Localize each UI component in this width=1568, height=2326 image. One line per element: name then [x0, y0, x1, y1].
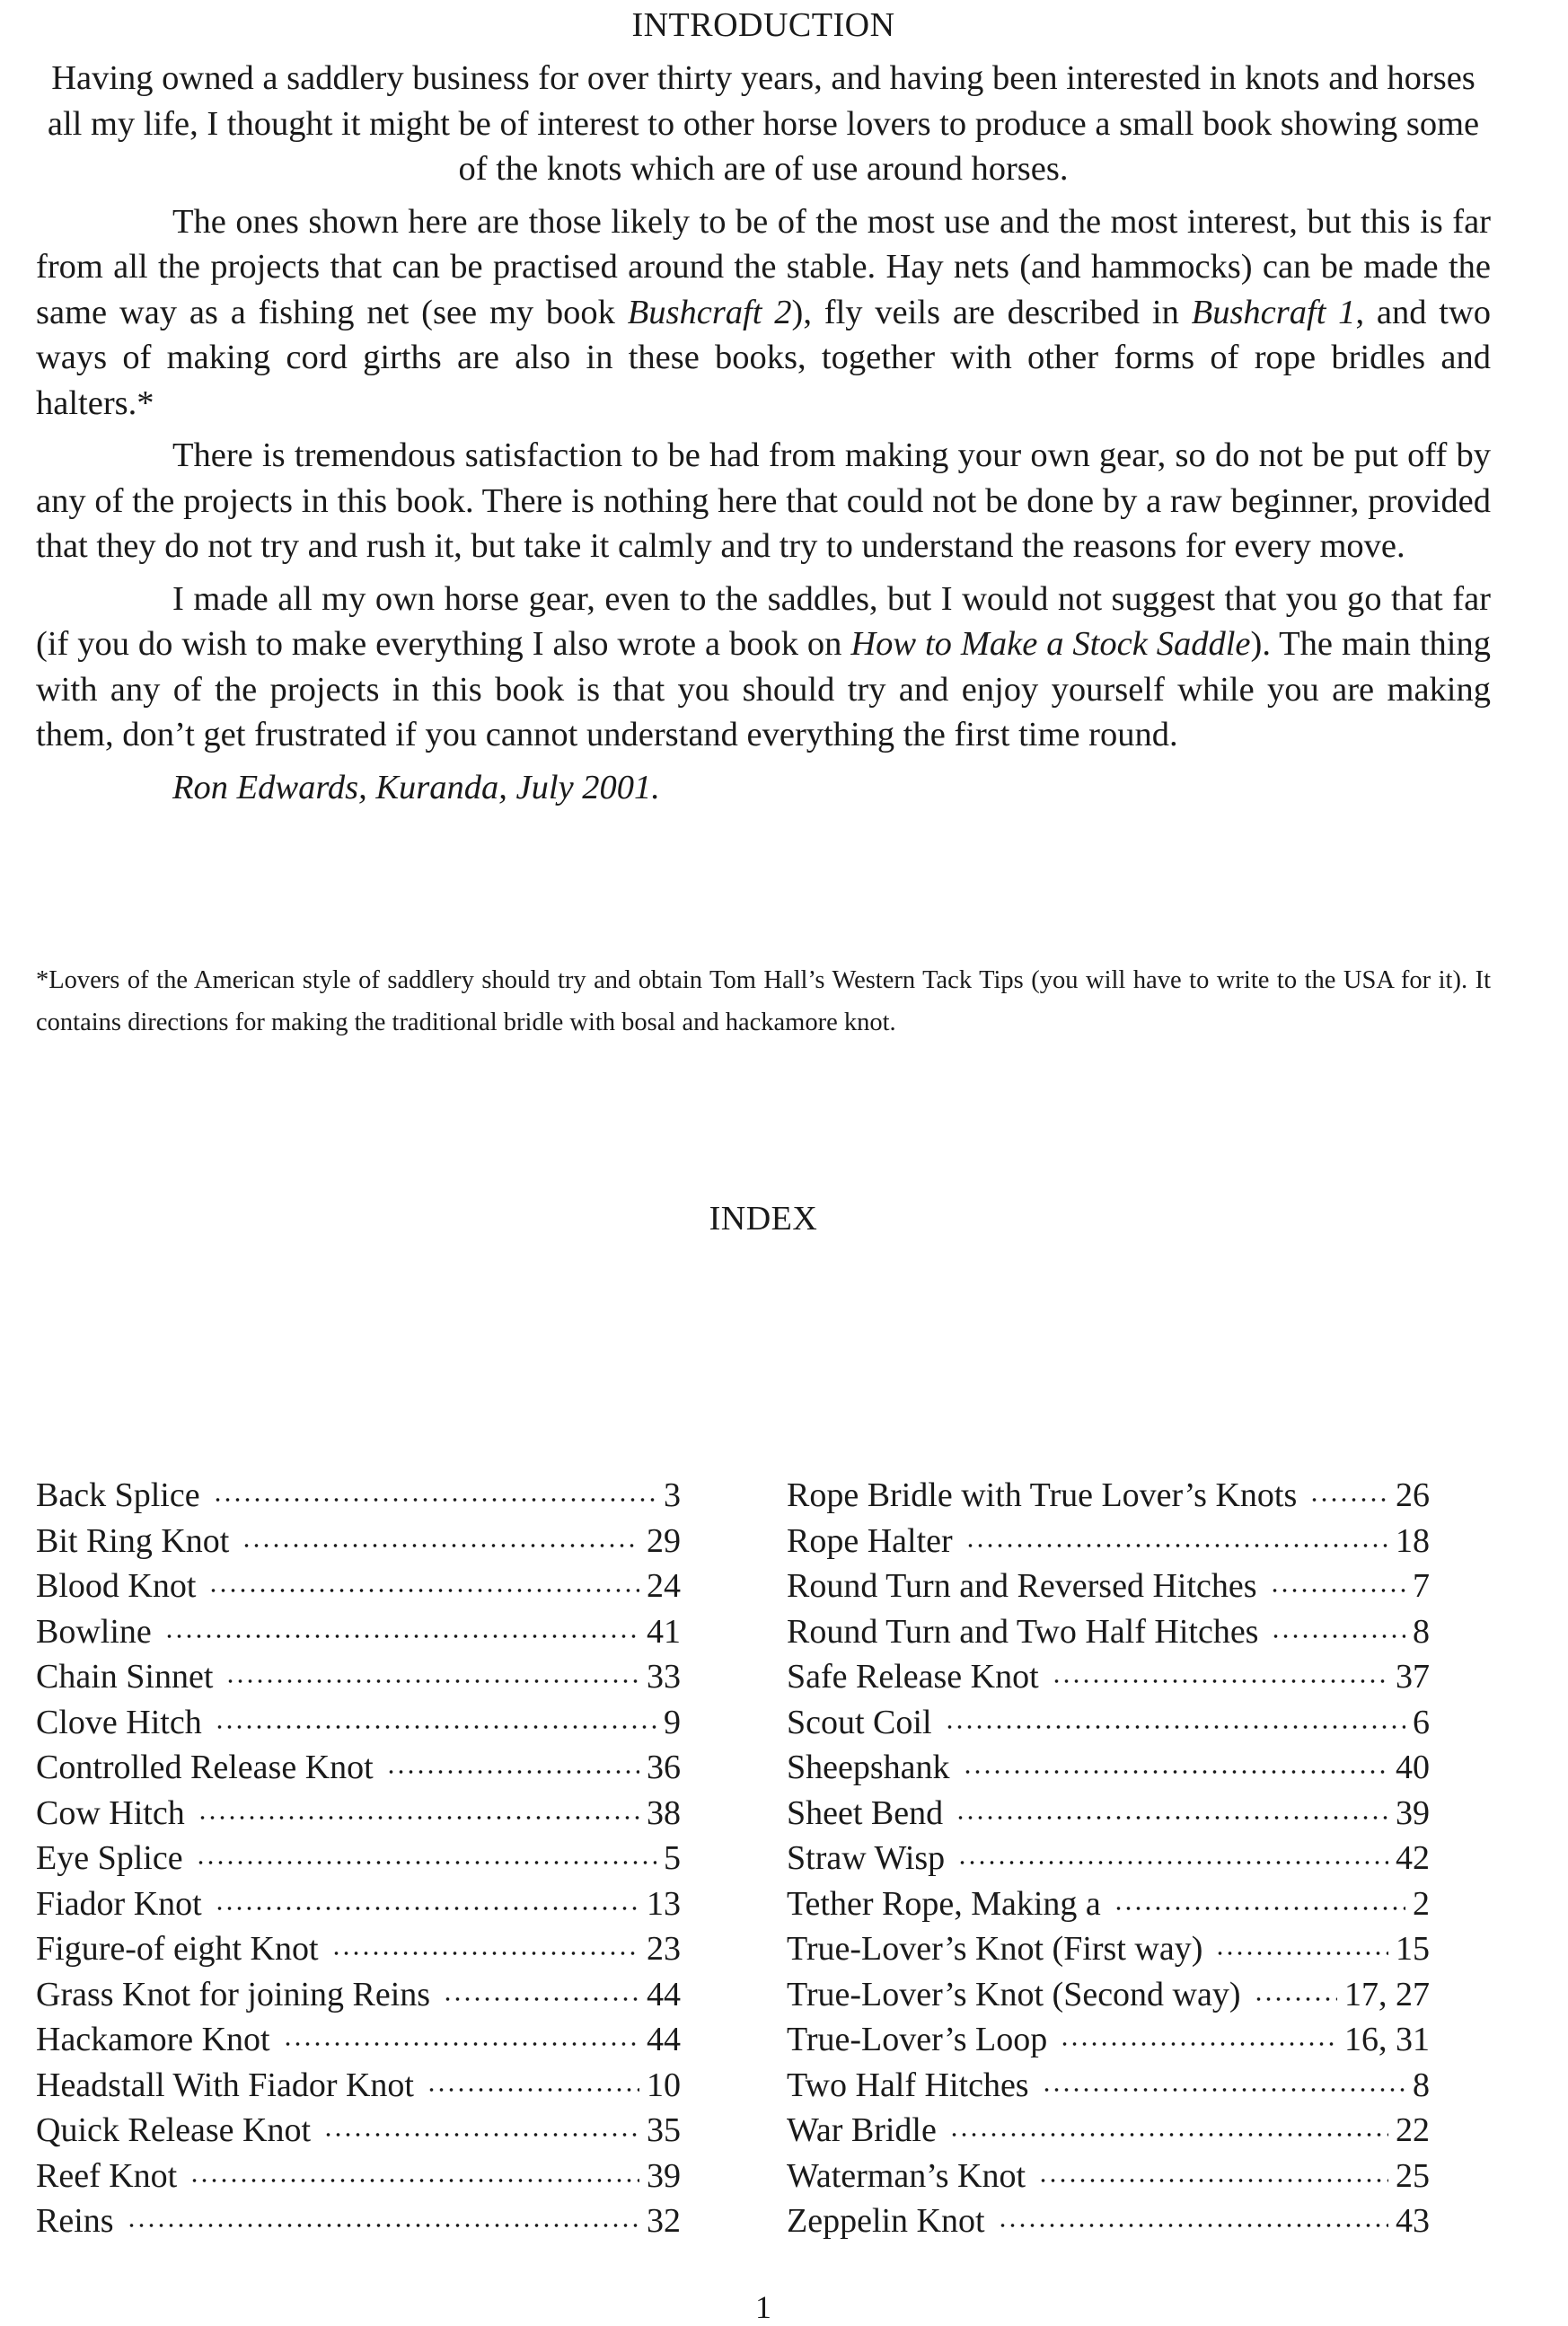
- index-entry: [36, 1609, 681, 1655]
- index-entry-name: Hackamore Knot: [36, 2021, 270, 2058]
- text-run: ), fly veils are described in: [791, 293, 1192, 331]
- index-entry-page: 13: [647, 1884, 681, 1923]
- index-entry: [787, 1836, 1430, 1881]
- index-entry: [36, 2063, 681, 2109]
- dot-leader: [225, 1678, 639, 1685]
- index-entry-name: Bit Ring Knot: [36, 1521, 230, 1560]
- index-entry: [787, 1926, 1430, 1972]
- intro-paragraph-2: [36, 199, 1491, 427]
- index-entry-name: Headstall With Fiador Knot: [36, 2066, 414, 2104]
- index-entry-name: Fiador Knot: [36, 1884, 202, 1923]
- index-entry: [36, 2017, 681, 2063]
- index-entry-page: 3: [664, 1476, 681, 1514]
- index-entry: [787, 1791, 1430, 1837]
- index-entry-page: 33: [647, 1658, 681, 1696]
- index-entry-name: Tether Rope, Making a: [787, 1884, 1101, 1923]
- index-entry-page: 10: [647, 2066, 681, 2104]
- index-entry-name: Chain Sinnet: [36, 1658, 214, 1696]
- index-entry-page: 8: [1413, 2066, 1430, 2104]
- index-entry-page: 5: [664, 1839, 681, 1877]
- dot-leader: [1270, 1587, 1405, 1594]
- index-entry: [36, 1654, 681, 1700]
- index-entry-page: 9: [664, 1703, 681, 1741]
- dot-leader: [1052, 1678, 1388, 1685]
- index-entry-page: 23: [647, 1930, 681, 1968]
- index-entry: [787, 1519, 1430, 1564]
- index-entry-page: 2: [1413, 1884, 1430, 1923]
- index-entry-name: Clove Hitch: [36, 1703, 202, 1741]
- index-entry-name: Reins: [36, 2202, 114, 2240]
- index-entry-page: 40: [1396, 1749, 1430, 1786]
- index-entry: [787, 2017, 1430, 2063]
- index-entry-page: 25: [1396, 2156, 1430, 2195]
- dot-leader: [189, 2177, 639, 2184]
- dot-leader: [198, 1814, 639, 1821]
- index-entry-page: 32: [647, 2202, 681, 2240]
- dot-leader: [164, 1633, 639, 1640]
- index-entry: [36, 1972, 681, 2018]
- index-entry-page: 29: [647, 1521, 681, 1560]
- index-entry: [787, 2108, 1430, 2154]
- index-entry: [36, 1473, 681, 1519]
- index-entry-page: 39: [647, 2156, 681, 2195]
- index-entry-name: Cow Hitch: [36, 1793, 185, 1832]
- index-entry-name: True-Lover’s Loop: [787, 2021, 1048, 2058]
- dot-leader: [215, 1723, 656, 1731]
- index-entry-name: Figure-of eight Knot: [36, 1930, 319, 1968]
- intro-paragraph-1: Having owned a saddlery business for over thirty years, and having been interested in knots and horses all my life, I thought it might be of interest to other horse lovers to produce a small book showing some of the knots which are of use around horses.: [47, 59, 1480, 188]
- index-entry-name: Blood Knot: [36, 1567, 197, 1605]
- index-entry-page: 39: [1396, 1793, 1430, 1832]
- text-run: , and two ways of making cord girths are also in these books, together with other forms of rope bridles and halters.*: [36, 293, 1491, 422]
- index-entry-name: Sheet Bend: [787, 1793, 944, 1832]
- dot-leader: [386, 1768, 639, 1775]
- index-entry: [36, 1791, 681, 1837]
- index-entry: [36, 1700, 681, 1746]
- index-entry-name: True-Lover’s Knot (First way): [787, 1930, 1203, 1968]
- index-entry-page: 17, 27: [1344, 1975, 1430, 2013]
- index-entry-page: 35: [647, 2111, 681, 2149]
- intro-paragraph-4: [36, 577, 1491, 758]
- index-entry-name: Sheepshank: [787, 1749, 950, 1786]
- book-title-bushcraft-2: Bushcraft 2: [627, 293, 792, 331]
- index-entry: [36, 1745, 681, 1791]
- index-entry: [36, 1881, 681, 1927]
- index-entry-name: Quick Release Knot: [36, 2111, 312, 2149]
- index-entry-page: 22: [1396, 2111, 1430, 2149]
- index-entry: [787, 2198, 1430, 2244]
- index-entry-page: 18: [1396, 1521, 1430, 1560]
- dot-leader: [323, 2131, 639, 2138]
- index-entry: [787, 2063, 1430, 2109]
- dot-leader: [213, 1496, 656, 1503]
- dot-leader: [1038, 2177, 1388, 2184]
- index-entry-page: 36: [647, 1749, 681, 1786]
- index-entry-page: 16, 31: [1344, 2021, 1430, 2058]
- index-entry-name: Safe Release Knot: [787, 1658, 1039, 1696]
- index-entry-page: 24: [647, 1567, 681, 1605]
- index-entry-page: 38: [647, 1793, 681, 1832]
- index-entry: [36, 2154, 681, 2199]
- dot-leader: [1215, 1950, 1388, 1957]
- index-entry: [787, 1654, 1430, 1700]
- author-signature: Ron Edwards, Kuranda, July 2001.: [172, 768, 660, 806]
- index-entry-name: Scout Coil: [787, 1703, 932, 1741]
- index-entry-page: 6: [1413, 1703, 1430, 1741]
- index-entry-name: Grass Knot for joining Reins: [36, 1975, 431, 2013]
- index-entry-name: Bowline: [36, 1612, 152, 1651]
- dot-leader: [427, 2086, 639, 2093]
- index-entry: [36, 2198, 681, 2244]
- index-entry: [787, 1564, 1430, 1609]
- index-entry: [36, 2108, 681, 2154]
- dot-leader: [1271, 1633, 1405, 1640]
- index-entry-name: Two Half Hitches: [787, 2066, 1029, 2104]
- index-entry-page: 42: [1396, 1839, 1430, 1877]
- index-column-left: [36, 1473, 681, 2244]
- dot-leader: [1309, 1496, 1388, 1503]
- index-entry-page: 26: [1396, 1476, 1430, 1514]
- dot-leader: [196, 1859, 656, 1866]
- index-entry: [36, 1564, 681, 1609]
- index-entry: [787, 1972, 1430, 2018]
- index-entry: [787, 1881, 1430, 1927]
- index-entry-name: Rope Bridle with True Lover’s Knots: [787, 1476, 1298, 1514]
- dot-leader: [127, 2222, 639, 2229]
- index-entry-page: 43: [1396, 2202, 1430, 2240]
- dot-leader: [443, 1996, 639, 2003]
- dot-leader: [208, 1587, 639, 1594]
- intro-paragraph-3: There is tremendous satisfaction to be had from making your own gear, so do not be put off by any of the projects in this book. There is nothing here that could not be done by a raw beginner, provided that they do not try and rush it, but take it calmly and try to understand the reasons for every move.: [36, 436, 1491, 565]
- index-entry: [787, 1473, 1430, 1519]
- text-run: I made all my own horse gear, even to the saddles, but I would not suggest that you go that far (if you do wish to make everything I also wrote a book on: [36, 579, 1491, 663]
- index-entry: [36, 1836, 681, 1881]
- index-heading: INDEX: [709, 1200, 818, 1238]
- index-entry-page: 15: [1396, 1930, 1430, 1968]
- index-entry-name: Round Turn and Reversed Hitches: [787, 1567, 1257, 1605]
- index-entry-name: Zeppelin Knot: [787, 2202, 985, 2240]
- index-entry-name: Waterman’s Knot: [787, 2156, 1026, 2195]
- index-entry: [787, 1745, 1430, 1791]
- dot-leader: [242, 1542, 639, 1549]
- index-entry-name: Reef Knot: [36, 2156, 178, 2195]
- footnote: *Lovers of the American style of saddlery should try and obtain Tom Hall’s Western Tack Tips (you will have to write to the USA for it). It contains directions for making the traditional bridle with bosal and hackamore knot.: [36, 966, 1491, 1036]
- index-entry-page: 7: [1413, 1567, 1430, 1605]
- index-entry: [787, 1700, 1430, 1746]
- dot-leader: [1042, 2086, 1405, 2093]
- text-run: The ones shown here are those likely to be of the most use and the most interest, but this is far from all the projects that can be practised around the stable. Hay nets (and hammocks) can be made the same way as a fishing net (see my book: [36, 202, 1491, 331]
- text-run: ). The main thing with any of the projects in this book is that you should try and enjoy yourself while you are making them, don’t get frustrated if you cannot understand everything the first time round.: [36, 625, 1491, 753]
- dot-leader: [1254, 1996, 1337, 2003]
- dot-leader: [949, 2131, 1388, 2138]
- index-entry-name: Controlled Release Knot: [36, 1749, 374, 1786]
- index-entry-name: War Bridle: [787, 2111, 937, 2149]
- dot-leader: [283, 2040, 639, 2048]
- index-entry-name: Back Splice: [36, 1476, 200, 1514]
- index-entry-name: True-Lover’s Knot (Second way): [787, 1975, 1241, 2013]
- index-entry: [36, 1926, 681, 1972]
- index-entry-page: 8: [1413, 1612, 1430, 1651]
- dot-leader: [215, 1905, 639, 1912]
- book-title-stock-saddle: How to Make a Stock Saddle: [850, 625, 1251, 663]
- dot-leader: [1114, 1905, 1405, 1912]
- book-title-bushcraft-1: Bushcraft 1: [1191, 293, 1356, 331]
- dot-leader: [1060, 2040, 1337, 2048]
- index-entry-page: 44: [647, 2021, 681, 2058]
- index-entry: [787, 1609, 1430, 1655]
- introduction-heading: INTRODUCTION: [631, 6, 895, 44]
- index-entry-page: 41: [647, 1612, 681, 1651]
- index-entry-name: Eye Splice: [36, 1839, 183, 1877]
- dot-leader: [963, 1768, 1388, 1775]
- dot-leader: [956, 1814, 1388, 1821]
- dot-leader: [998, 2222, 1388, 2229]
- index-entry-page: 37: [1396, 1658, 1430, 1696]
- index-entry-name: Round Turn and Two Half Hitches: [787, 1612, 1259, 1651]
- index-entry: [36, 1519, 681, 1564]
- index-entry: [787, 2154, 1430, 2199]
- index-entry-name: Straw Wisp: [787, 1839, 946, 1877]
- dot-leader: [957, 1859, 1388, 1866]
- dot-leader: [945, 1723, 1405, 1731]
- page-number: 1: [755, 2289, 771, 2325]
- index-entry-page: 44: [647, 1975, 681, 2013]
- index-entry-name: Rope Halter: [787, 1521, 953, 1560]
- dot-leader: [965, 1542, 1388, 1549]
- index-column-right: [787, 1473, 1430, 2244]
- introduction-body: [36, 56, 1491, 810]
- dot-leader: [331, 1950, 639, 1957]
